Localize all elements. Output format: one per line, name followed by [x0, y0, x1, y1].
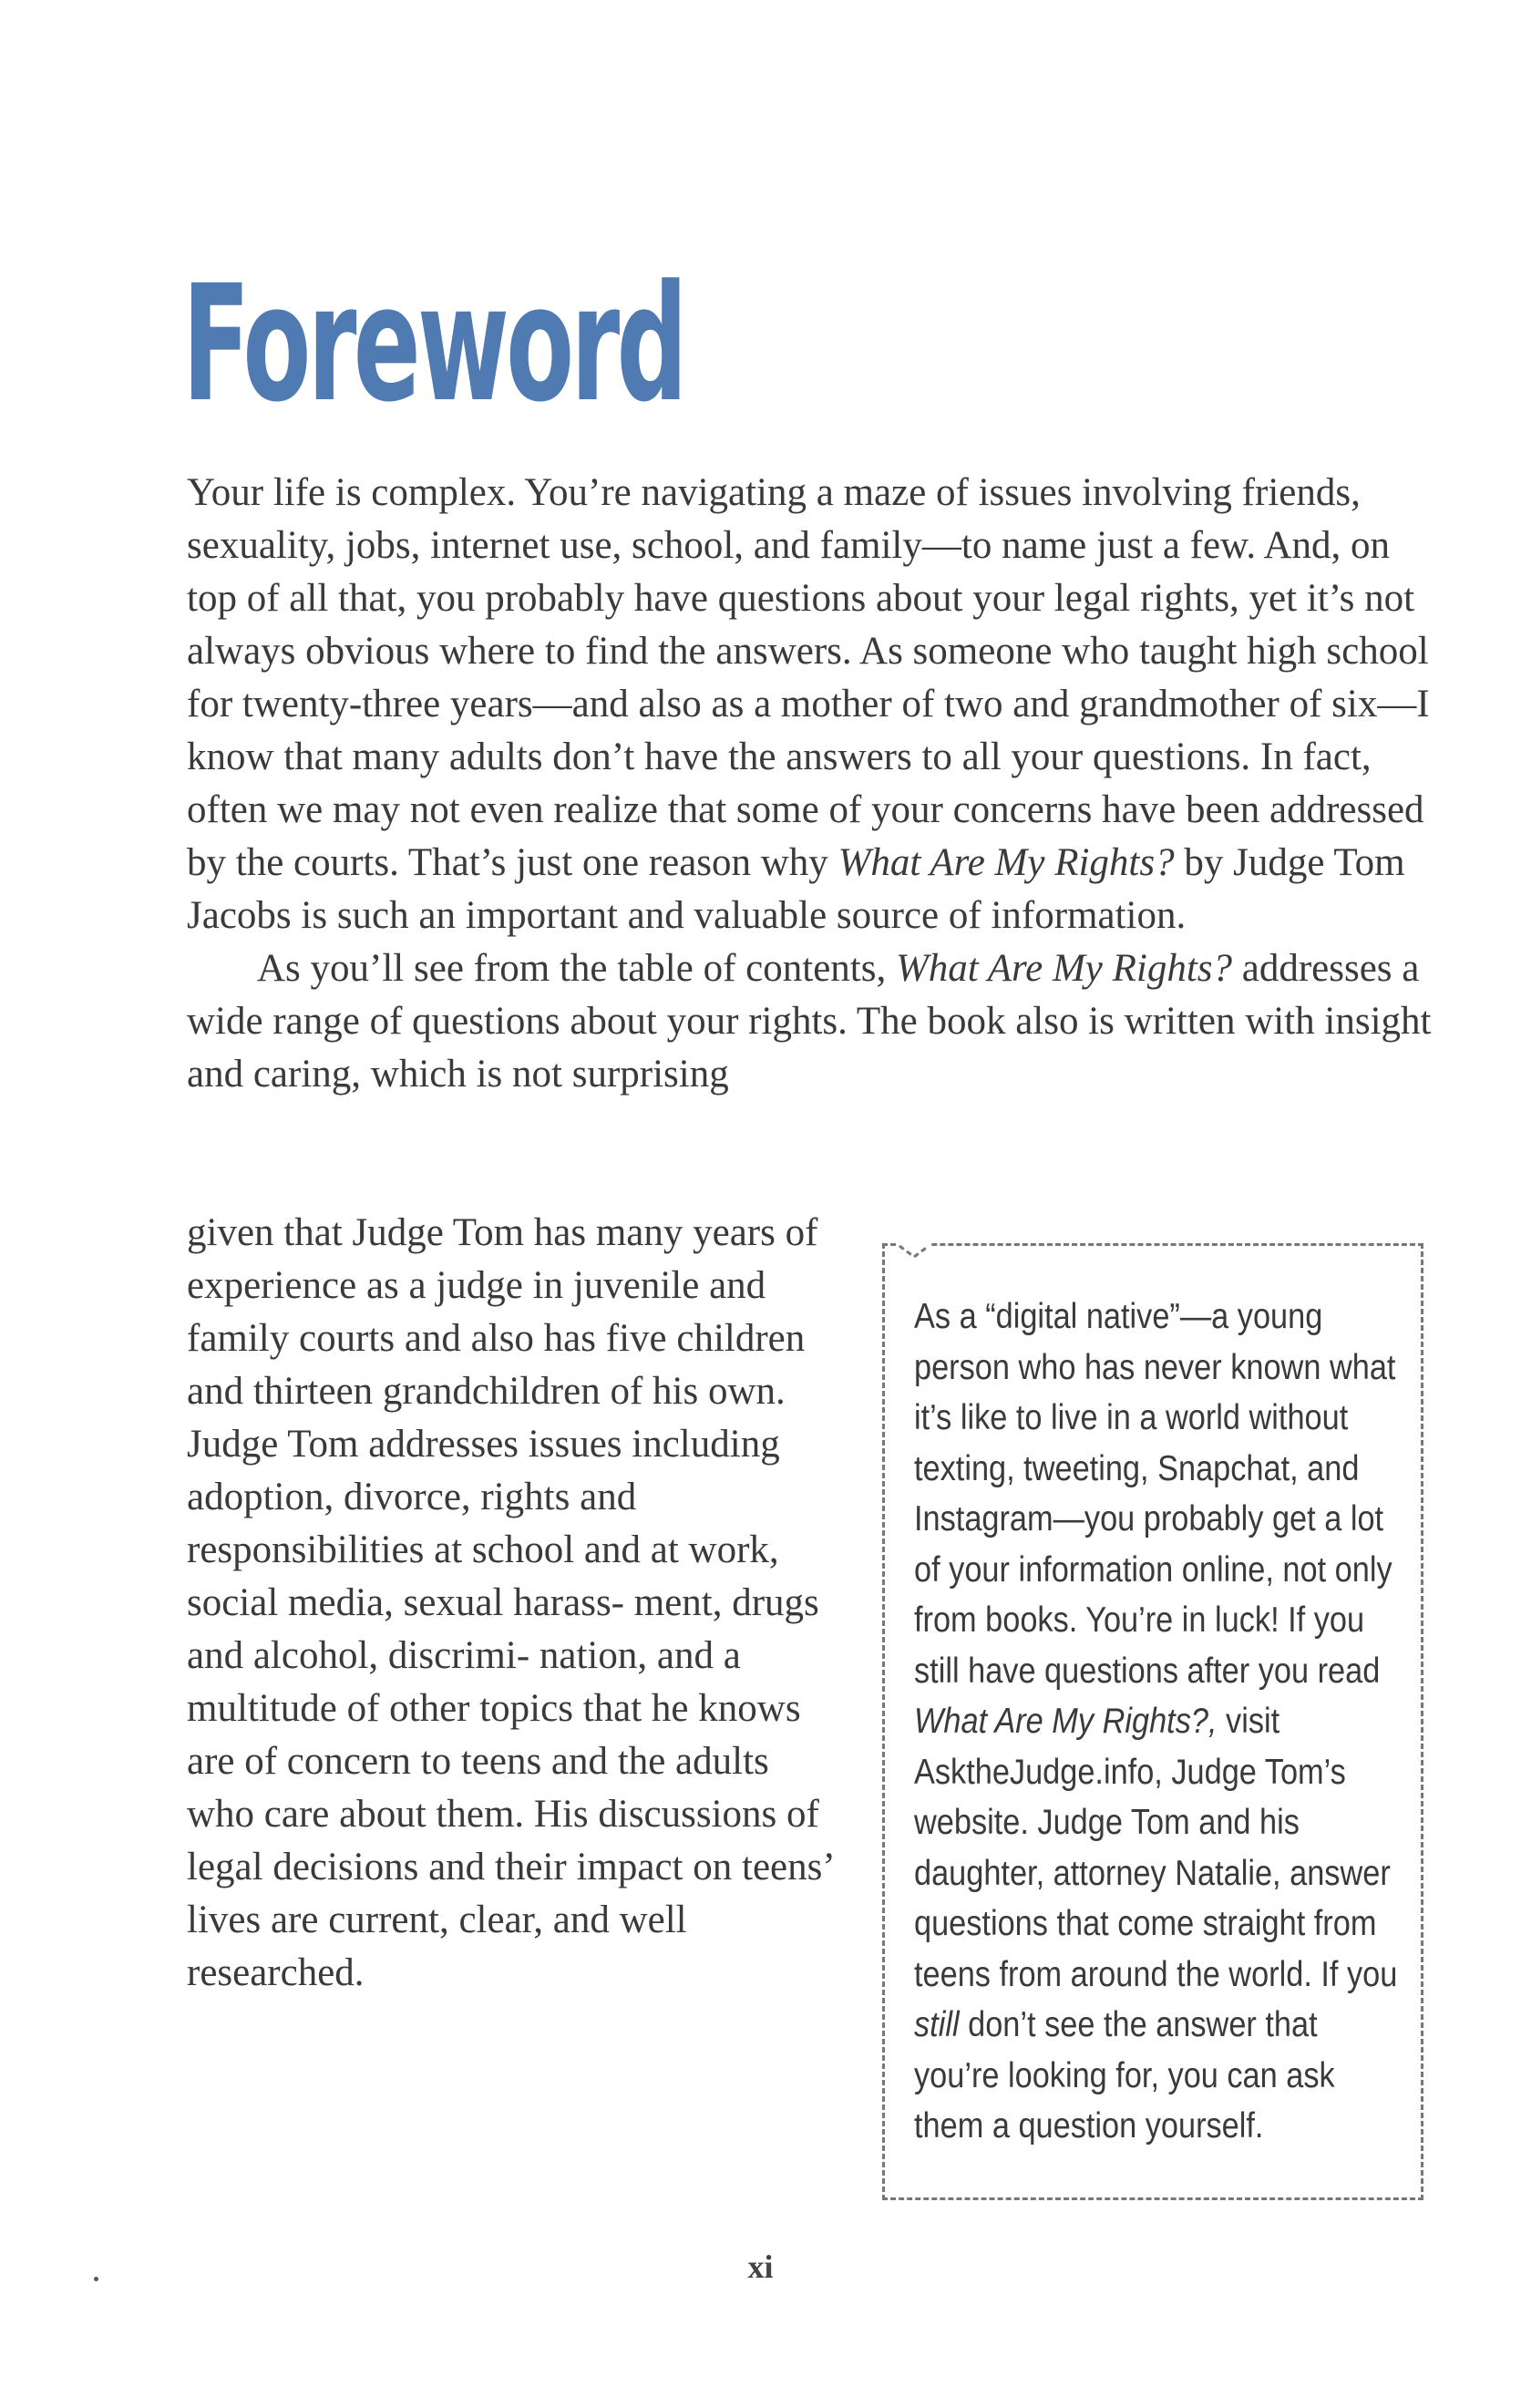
paragraph-1	[187, 467, 1435, 942]
sidebar-book-title: What Are My Rights?,	[914, 1702, 1218, 1741]
sidebar-part-3: don’t see the answer that you’re looking for, you can ask them a question yourself.	[914, 2005, 1335, 2146]
paragraph-2-continued	[187, 1207, 843, 2000]
paragraph-1-end: by Judge Tom Jacobs is such an important and valuable source of information.	[187, 841, 1405, 937]
scan-speck	[94, 2277, 98, 2281]
paragraph-2-start: As you’ll see from the table of contents,	[257, 947, 887, 990]
page-title: Foreword	[182, 251, 684, 437]
sidebar-emphasis: still	[914, 2005, 960, 2044]
body-text	[187, 467, 1435, 1101]
paragraph-2	[187, 942, 1435, 1101]
paragraph-2-wrap: given that Judge Tom has many years of experience as a judge in juvenile and family courts and also has five children and thirteen grandchildren of his own. Judge Tom addresses issues including adoption, divorce, rights and responsibilities at school and at work, social media, sexual harass- ment, drugs and alcohol, discrimi- nation, and a multitude of other topics that he knows are of concern to teens and the adults who care about them. His discussions of legal decisions and their impact on teens’ lives are current, clear, and well researched.	[187, 1211, 833, 1994]
callout-pointer-icon	[898, 1233, 930, 1261]
page-number: xi	[747, 2248, 774, 2285]
paragraph-2-mid: addresses a wide range of questions about your rights. The book also is written with insight and caring, which is not surprising	[187, 947, 1432, 1096]
sidebar-text	[914, 1291, 1406, 2152]
book-title-italic: What Are My Rights?	[895, 947, 1232, 990]
sidebar-callout-box	[882, 1243, 1423, 2200]
sidebar-part-2: visit AsktheJudge.info, Judge Tom’s website. Judge Tom and his daughter, attorney Natalie, answer questions that come straight from teens from around the world. If you	[914, 1702, 1398, 1994]
paragraph-1-text: Your life is complex. You’re navigating a maze of issues involving friends, sexuality, jobs, internet use, school, and family—to name just a few. And, on top of all that, you probably have questions about your legal rights, yet it’s not always obvious where to find the answers. As someone who taught high school for twenty-three years—and also as a mother of two and grandmother of six—I know that many adults don’t have the answers to all your questions. In fact, often we may not even realize that some of your concerns have been addressed by the courts. That’s just one reason why	[187, 471, 1430, 884]
sidebar-part-1: As a “digital native”—a young person who has never known what it’s like to live in a world without texting, tweeting, Snapchat, and Instagram—you probably get a lot of your information online, not only from books. You’re in luck! If you still have questions after you read	[914, 1297, 1396, 1691]
book-title-italic: What Are My Rights?	[838, 841, 1175, 884]
